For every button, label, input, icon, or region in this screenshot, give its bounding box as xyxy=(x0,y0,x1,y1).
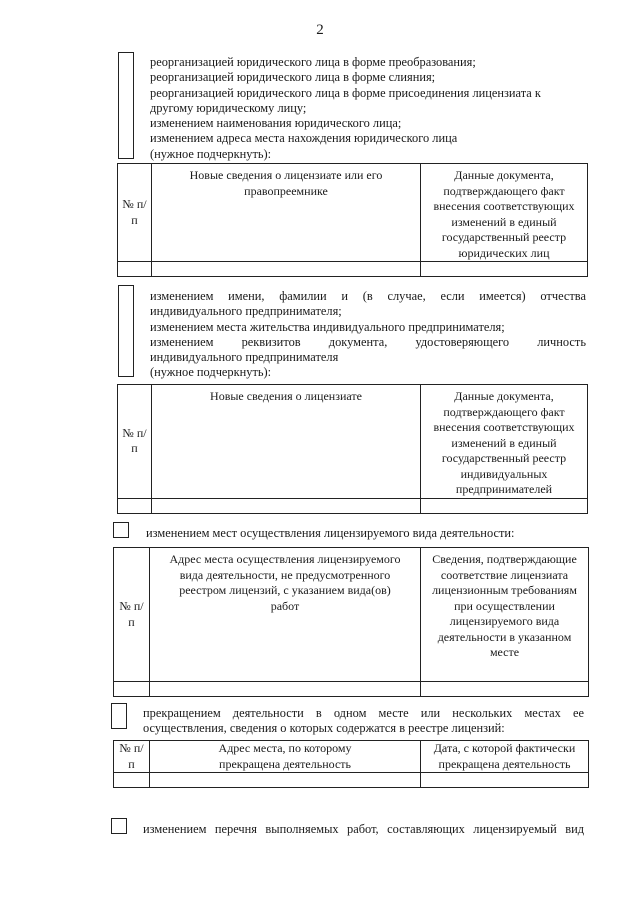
table-header-document-data: Данные документа, подтверждающего факт внесения соответствующих изменений в единый государственный реестр индивидуальных предпринимателей xyxy=(421,385,588,499)
text-line: реорганизацией юридического лица в форме слияния; xyxy=(150,70,436,85)
table-row xyxy=(118,498,588,513)
table-cell[interactable] xyxy=(150,682,421,697)
table-header-number: № п/п xyxy=(114,548,150,682)
text-line: изменением реквизитов документа, удостоверяющего личность xyxy=(150,334,586,349)
table-row xyxy=(114,773,589,788)
text-line: реорганизацией юридического лица в форме преобразования; xyxy=(150,55,476,69)
checkbox-legal-entity-changes[interactable] xyxy=(118,52,134,159)
entrepreneur-table xyxy=(117,384,588,514)
table-cell[interactable] xyxy=(421,262,588,277)
text-line: другому юридическому лицу; xyxy=(150,100,307,115)
text-line: прекращением деятельности в одном месте или нескольких местах ее xyxy=(143,706,584,720)
page-number: 2 xyxy=(316,22,324,38)
table-cell[interactable] xyxy=(118,498,152,513)
table-header-compliance-info: Сведения, подтверждающие соответствие лицензиата лицензионным требованиям при осуществлении лицензируемого вида деятельности в указанном месте xyxy=(421,548,589,682)
table-cell[interactable] xyxy=(421,682,589,697)
checkbox-entrepreneur-changes[interactable] xyxy=(118,285,134,377)
table-cell[interactable] xyxy=(114,682,150,697)
text-line: индивидуального предпринимателя xyxy=(150,350,339,365)
works-list-change-text xyxy=(143,822,584,837)
text-line: индивидуального предпринимателя; xyxy=(150,304,342,319)
checkbox-activity-termination[interactable] xyxy=(111,703,127,729)
activity-termination-table xyxy=(113,740,589,788)
legal-entity-table xyxy=(117,163,588,277)
table-header-address: Адрес места, по которому прекращена деятельность xyxy=(150,741,421,773)
entrepreneur-changes-text xyxy=(150,289,586,381)
activity-places-table xyxy=(113,547,589,697)
table-header-new-info: Новые сведения о лицензиате или его правопреемнике xyxy=(152,164,421,262)
table-cell[interactable] xyxy=(118,262,152,277)
text-line: изменением места жительства индивидуального предпринимателя; xyxy=(150,319,505,334)
table-header-number: № п/п xyxy=(118,385,152,499)
text-line: изменением наименования юридического лица; xyxy=(150,116,402,131)
table-row xyxy=(118,262,588,277)
table-row xyxy=(114,682,589,697)
text-line: (нужное подчеркнуть): xyxy=(150,146,272,161)
legal-entity-changes-text xyxy=(150,55,590,162)
table-cell[interactable] xyxy=(152,498,421,513)
text-line: осуществления, сведения о которых содержатся в реестре лицензий: xyxy=(143,721,505,736)
table-header-termination-date: Дата, с которой фактически прекращена деятельность xyxy=(421,741,589,773)
text-line: реорганизацией юридического лица в форме присоединения лицензиата к xyxy=(150,85,541,100)
table-cell[interactable] xyxy=(421,498,588,513)
table-header-document-data: Данные документа, подтверждающего факт внесения соответствующих изменений в единый государственный реестр юридических лиц xyxy=(421,164,588,262)
table-cell[interactable] xyxy=(150,773,421,788)
table-header-number: № п/п xyxy=(118,164,152,262)
text-line: (нужное подчеркнуть): xyxy=(150,365,272,380)
table-cell[interactable] xyxy=(152,262,421,277)
checkbox-activity-places-change[interactable] xyxy=(113,522,129,538)
activity-termination-text xyxy=(143,706,584,737)
text-line: изменением перечня выполняемых работ, составляющих лицензируемый вид xyxy=(143,822,584,836)
text-line: изменением адреса места нахождения юридического лица xyxy=(150,131,458,146)
table-header-new-info: Новые сведения о лицензиате xyxy=(152,385,421,499)
table-cell[interactable] xyxy=(114,773,150,788)
checkbox-works-list-change[interactable] xyxy=(111,818,127,834)
table-cell[interactable] xyxy=(421,773,589,788)
text-line: изменением имени, фамилии и (в случае, если имеется) отчества xyxy=(150,289,586,303)
activity-places-change-text: изменением мест осуществления лицензируемого вида деятельности: xyxy=(146,526,515,540)
table-header-number: № п/п xyxy=(114,741,150,773)
table-header-address: Адрес места осуществления лицензируемого вида деятельности, не предусмотренного реестром лицензий, с указанием вида(ов) работ xyxy=(150,548,421,682)
